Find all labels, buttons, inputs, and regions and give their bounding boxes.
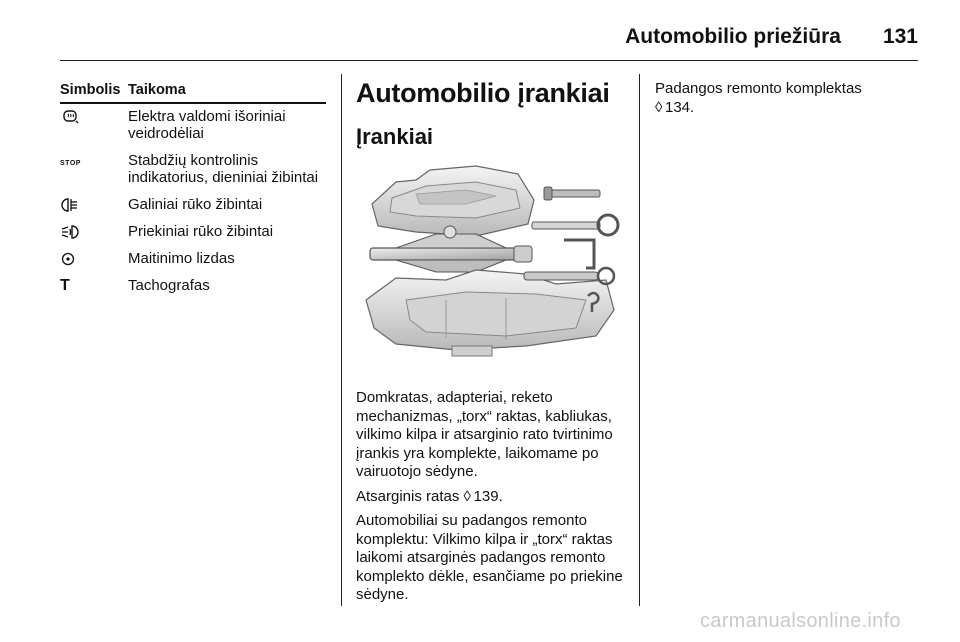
table-row [60,103,326,148]
table-row [60,192,326,219]
subsection-title: Įrankiai [356,124,434,149]
vehicle-tools-illustration [356,160,622,370]
column-divider-right [639,74,640,606]
table-cell-text: Galiniai rūko žibintai [128,196,263,213]
right-column [655,80,917,123]
front-fog-icon [60,224,82,240]
symbols-table [60,78,326,300]
page-reference-icon: ◊ [463,487,471,505]
power-outlet-icon [60,251,82,267]
spare-wheel-text: Atsarginis ratas [356,487,460,505]
tire-repair-kit-text: Padangos remonto komplektas [655,80,862,97]
spare-wheel-paragraph [356,488,624,507]
tire-repair-kit-paragraph [655,80,917,117]
table-cell-text: Priekiniai rūko žibintai [128,223,274,240]
tire-repair-kit-ref[interactable]: 134. [665,98,695,116]
table-row [60,273,326,300]
table-cell-text: Maitinimo lizdas [128,250,235,267]
tools-description [356,389,624,605]
stop-icon: STOP [60,160,81,167]
tachograph-icon: T [60,277,70,294]
table-cell-text: Elektra valdomi išoriniai veidrodėliai [128,108,286,142]
symbols-column [60,78,326,300]
rear-fog-icon [60,197,82,213]
page-header [60,14,918,61]
page-number: 131 [882,25,918,48]
section-title: Automobilio įrankiai [356,78,610,108]
table-header-applies: Taikoma [128,78,326,103]
paragraph: Domkratas, adapteriai, reketo mechanizmas, „torx“ raktas, kabliukas, vilkimo kilpa ir atsarginio rato tvirtinimo įrankis yra komplekte, laikomame po vairuotojo sėdyne. [356,389,613,480]
paragraph: Automobiliai su padangos remonto komplektu: Vilkimo kilpa ir „torx“ raktas laikomi atsarginės padangos remonto komplekto dėkle, esančiame po priekine sėdyne. [356,512,623,603]
watermark: carmanualsonline.info [700,610,901,632]
page-reference-icon: ◊ [655,98,663,116]
spare-wheel-ref[interactable]: 139. [473,487,503,505]
table-row [60,219,326,246]
column-divider-left [341,74,342,606]
running-title: Automobilio priežiūra [625,25,841,48]
table-header-symbol: Simbolis [60,78,128,103]
table-row [60,246,326,273]
mirror-heat-icon [60,109,82,125]
tools-column [356,78,624,611]
table-row [60,148,326,192]
table-cell-text: Stabdžių kontrolinis indikatorius, dieniniai žibintai [128,152,319,186]
table-cell-text: Tachografas [128,277,210,294]
